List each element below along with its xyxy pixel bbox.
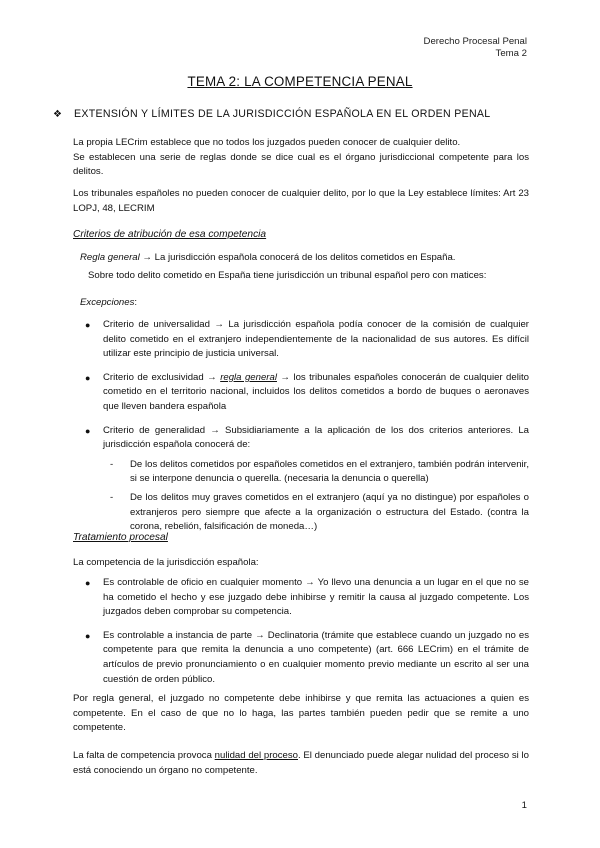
list-item bbox=[73, 318, 529, 362]
generalidad-subitem-2: De los delitos muy graves cometidos en el extranjero (aquí ya no distingue) por españoles o extranjeros pero siempre que afecte a la organización o estructura del Estado. (contra la corona, rebelión, falsificación de moneda…) bbox=[130, 491, 529, 533]
excepciones-label-line bbox=[80, 296, 536, 311]
list-item bbox=[73, 629, 529, 687]
section-heading bbox=[53, 108, 490, 120]
nulidad-proceso: nulidad del proceso bbox=[214, 750, 298, 761]
criterio-universalidad: Criterio de universalidad → La jurisdicción española podía conocer de la comisión de cualquier delito cometido en el extranjero independientemente de la nacionalidad de sus autores. Es difícil utilizar este principio de justicia universal. bbox=[103, 319, 529, 360]
excepciones-colon: : bbox=[134, 297, 138, 308]
tratamiento-intro: La competencia de la jurisdicción española: bbox=[73, 557, 259, 568]
bullet-dot-icon: ● bbox=[85, 372, 91, 383]
bullet-dot-icon: ● bbox=[85, 630, 91, 641]
falta-post: . El denunciado puede alegar nulidad del proceso si lo está conociendo un órgano no competente. bbox=[73, 750, 529, 776]
regla-general-detail: Sobre todo delito cometido en España tiene jurisdicción un tribunal español pero con matices: bbox=[88, 270, 487, 281]
bullet-dot-icon: ● bbox=[85, 320, 91, 330]
list-item bbox=[73, 371, 529, 415]
excepciones-list bbox=[73, 318, 529, 535]
list-item bbox=[73, 576, 529, 620]
criterio-generalidad: Criterio de generalidad → Subsidiariamente a la aplicación de los dos criterios anteriores. La jurisdicción española conocerá de: bbox=[103, 424, 529, 451]
intro-line-1: La propia LECrim establece que no todos los juzgados pueden conocer de cualquier delito. bbox=[73, 137, 461, 148]
running-header bbox=[424, 36, 527, 60]
diamond-bullet-icon: ❖ bbox=[53, 108, 63, 120]
regla-general-paragraph: Por regla general, el juzgado no competente debe inhibirse y que remita las actuaciones a quien es competente. En el caso de que no lo haga, las partes también pueden pedir que se remite a uno competente. bbox=[73, 693, 529, 734]
excepciones-label: Excepciones bbox=[80, 297, 135, 308]
dash-bullet-icon: - bbox=[110, 458, 114, 470]
bullet-dot-icon: ● bbox=[85, 578, 91, 588]
bullet-dot-icon: ● bbox=[85, 425, 91, 436]
dash-bullet-icon: - bbox=[110, 491, 114, 503]
list-item bbox=[73, 424, 529, 453]
list-item bbox=[73, 491, 529, 535]
intro-paragraph-2: Los tribunales españoles no pueden conocer de cualquier delito, por lo que la Ley establece límites: Art 23 LOPJ, 48, LECRIM bbox=[73, 188, 529, 214]
regla-general-text: → La jurisdicción española conocerá de los delitos cometidos en España. bbox=[139, 252, 456, 263]
control-instancia-parte: Es controlable a instancia de parte → Declinatoria (trámite que establece cuando un juzgado no es competente para que remita la denuncia a uno competente) (art. 666 LECrim) en el trámite de artículos de previo pronunciamiento o en cualquier momento previo mediante un escrito al ser una cuestión de orden público. bbox=[103, 629, 529, 685]
criterios-heading: Criterios de atribución de esa competencia bbox=[73, 229, 267, 240]
regla-general-line bbox=[80, 251, 530, 266]
regla-general-label: Regla general bbox=[80, 252, 140, 263]
page-number: 1 bbox=[521, 800, 527, 811]
criterio-exclusividad-pre: Criterio de exclusividad → bbox=[103, 371, 221, 383]
header-course: Derecho Procesal Penal bbox=[423, 36, 527, 47]
control-de-oficio: Es controlable de oficio en cualquier momento → Yo llevo una denuncia a un lugar en el que no se ha cometido el hecho y ese juzgado debe inhibirse y remitir la causa al juzgado competente. Los juzgados deben comprobar su competencia. bbox=[103, 577, 529, 618]
page-title: TEMA 2: LA COMPETENCIA PENAL bbox=[187, 74, 413, 89]
falta-pre: La falta de competencia provoca bbox=[73, 750, 215, 761]
generalidad-subitem-1: De los delitos cometidos por españoles cometidos en el extranjero, también podrán intervenir, si se interpone denuncia o querella. (necesaria la denuncia o querella) bbox=[130, 458, 529, 485]
intro-line-2: Se establecen una serie de reglas donde se dice cual es el órgano jurisdiccional competente para los delitos. bbox=[73, 151, 529, 178]
header-topic: Tema 2 bbox=[495, 48, 527, 59]
criterio-exclusividad-post: → los tribunales españoles conocerán de cualquier delito cometido en el territorio nacional, incluidos los delitos cometidos a bordo de buques o aeronaves que lleven bandera española bbox=[103, 371, 529, 412]
criterio-exclusividad-emph: regla general bbox=[220, 371, 277, 383]
section-heading-text: EXTENSIÓN Y LÍMITES DE LA JURISDICCIÓN ESPAÑOLA EN EL ORDEN PENAL bbox=[74, 108, 491, 120]
list-item bbox=[73, 458, 529, 487]
intro-paragraph-1 bbox=[73, 136, 529, 180]
tratamiento-heading: Tratamiento procesal bbox=[73, 532, 168, 543]
tratamiento-list bbox=[73, 576, 529, 687]
falta-competencia-paragraph bbox=[73, 749, 529, 778]
